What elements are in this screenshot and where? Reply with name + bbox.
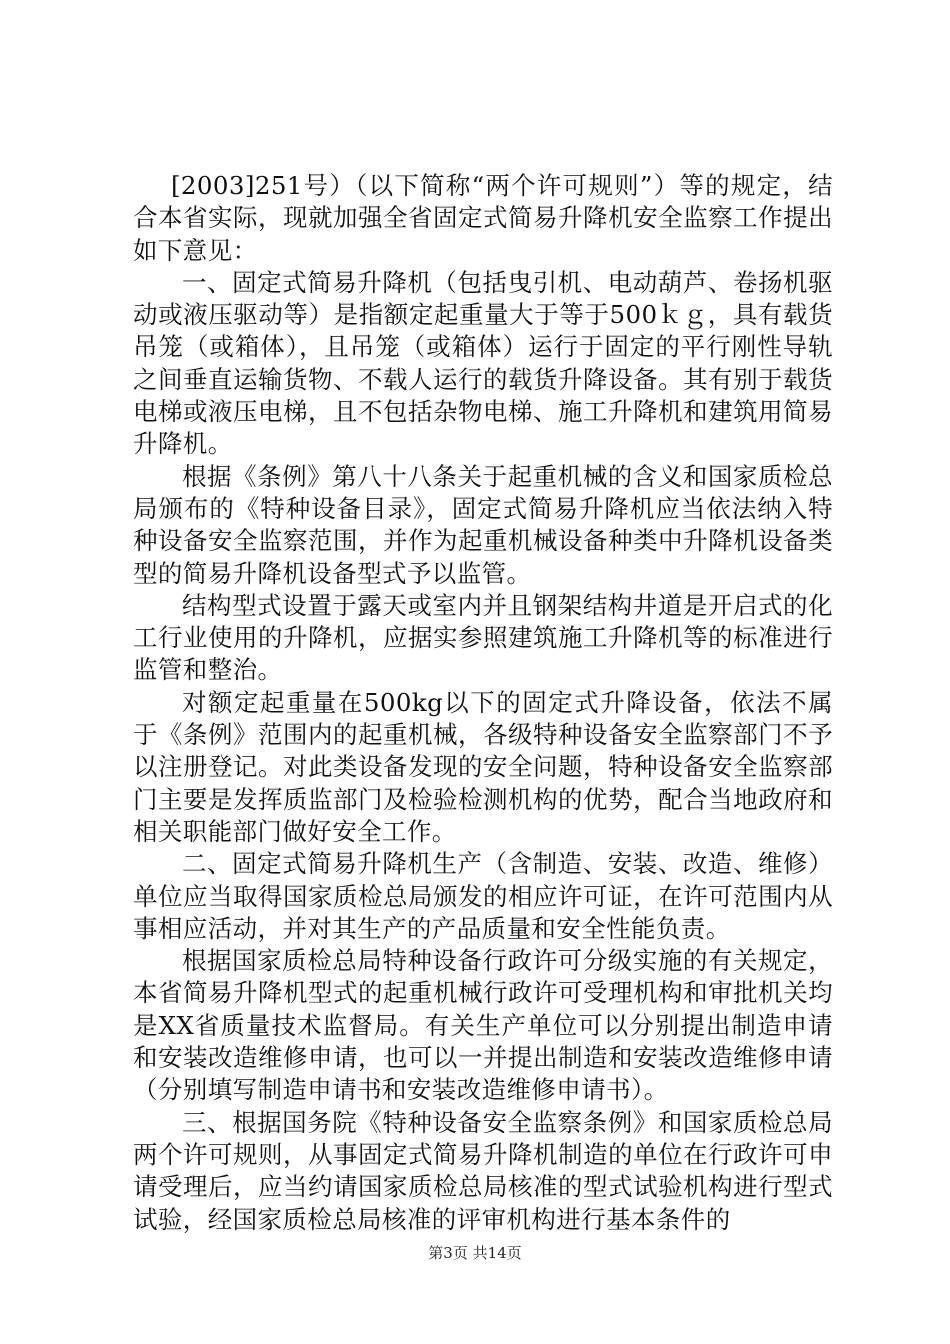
paragraph-6: 二、固定式简易升降机生产（含制造、安装、改造、维修）单位应当取得国家质检总局颁发的相应许可证，在许可范围内从事相应活动，并对其生产的产品质量和安全性能负责。 [133,849,833,943]
paragraph-3: 根据《条例》第八十八条关于起重机械的含义和国家质检总局颁布的《特种设备目录》，固定式简易升降机应当依法纳入特种设备安全监察范围，并作为起重机械设备种类中升降机设备类型的简易升降机设备型式予以监管。 [133,461,833,588]
paragraph-7: 根据国家质检总局特种设备行政许可分级实施的有关规定，本省简易升降机型式的起重机械行政许可受理机构和审批机关均是XX省质量技术监督局。有关生产单位可以分别提出制造申请和安装改造维修申请，也可以一并提出制造和安装改造维修申请（分别填写制造申请书和安装改造维修申请书）。 [133,946,833,1105]
paragraph-5: 对额定起重量在500kg以下的固定式升降设备，依法不属于《条例》范围内的起重机械，各级特种设备安全监察部门不予以注册登记。对此类设备发现的安全问题，特种设备安全监察部门主要是发挥质监部门及检验检测机构的优势，配合当地政府和相关职能部门做好安全工作。 [133,687,833,846]
paragraph-1: [2003]251号）（以下简称“两个许可规则”）等的规定，结合本省实际，现就加强全省固定式简易升降机安全监察工作提出如下意见： [133,171,833,265]
page-number: 第3页 共14页 [428,1244,522,1262]
paragraph-2: 一、固定式简易升降机（包括曳引机、电动葫芦、卷扬机驱动或液压驱动等）是指额定起重量大于等于500ｋｇ，具有载货吊笼（或箱体），且吊笼（或箱体）运行于固定的平行刚性导轨之间垂直运输货物、不载人运行的载货升降设备。其有别于载货电梯或液压电梯，且不包括杂物电梯、施工升降机和建筑用简易升降机。 [133,267,833,459]
page-footer [0,1243,950,1263]
document-body [133,170,833,1236]
paragraph-8: 三、根据国务院《特种设备安全监察条例》和国家质检总局两个许可规则，从事固定式简易升降机制造的单位在行政许可申请受理后，应当约请国家质检总局核准的型式试验机构进行型式试验，经国家质检总局核准的评审机构进行基本条件的 [133,1107,833,1234]
paragraph-4: 结构型式设置于露天或室内并且钢架结构井道是开启式的化工行业使用的升降机，应据实参照建筑施工升降机等的标准进行监管和整治。 [133,590,833,685]
